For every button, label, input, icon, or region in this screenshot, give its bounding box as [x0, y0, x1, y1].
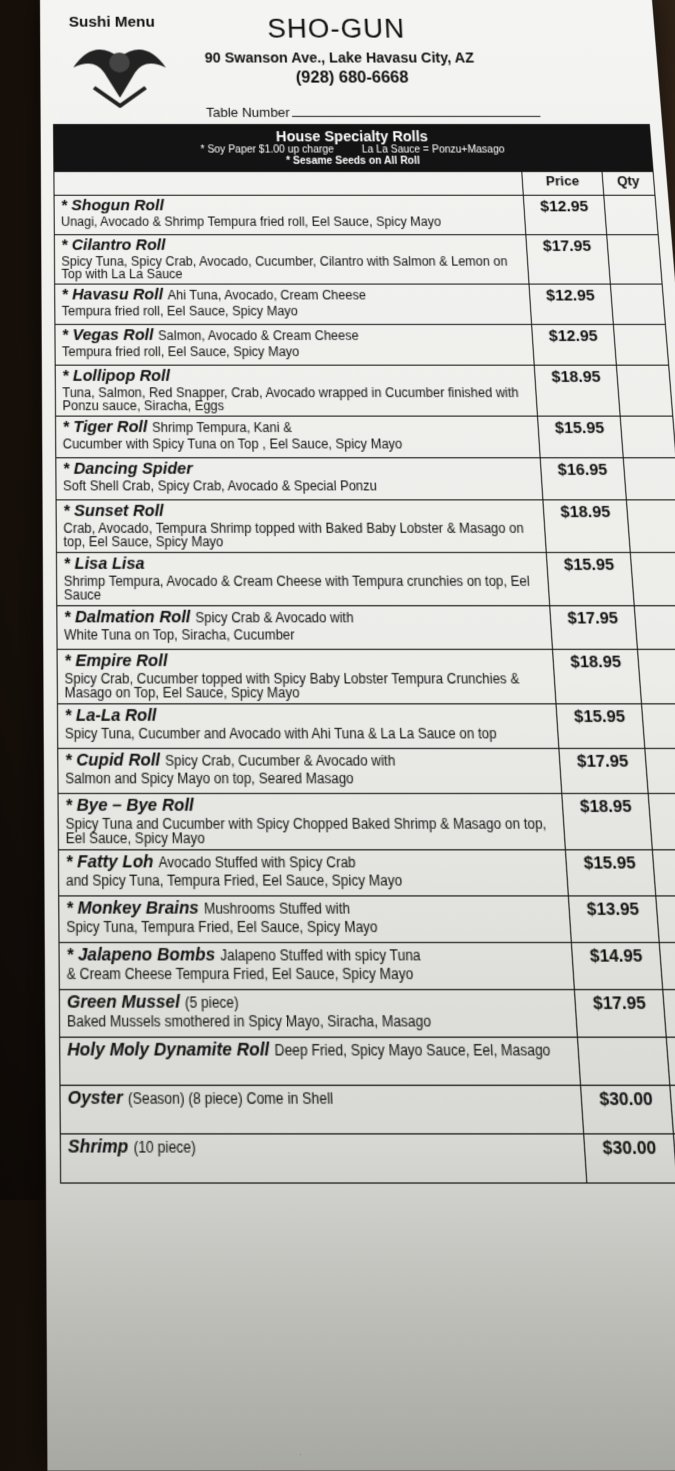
- item-qty-cell[interactable]: [659, 942, 675, 989]
- menu-table-header: [54, 172, 655, 196]
- item-price: $12.95: [532, 324, 617, 365]
- menu-item: [57, 649, 556, 703]
- item-qty-cell[interactable]: [642, 704, 675, 749]
- item-qty-cell[interactable]: [607, 235, 662, 284]
- item-name: * Sunset Roll: [63, 501, 164, 520]
- item-qty-cell[interactable]: [630, 552, 675, 605]
- item-description: Tempura fried roll, Eel Sauce, Spicy Mayo: [62, 305, 525, 318]
- item-qty-cell[interactable]: [610, 284, 665, 324]
- note-soy-paper: * Soy Paper $1.00 up charge: [200, 144, 334, 155]
- menu-item: [58, 748, 562, 793]
- menu-item-row: [58, 850, 675, 896]
- shop-name: SHO-GUN: [267, 14, 406, 45]
- item-name: * Bye – Bye Roll: [65, 795, 194, 815]
- item-qty-cell[interactable]: [616, 365, 672, 416]
- item-price: $17.95: [550, 606, 638, 650]
- menu-table: [53, 171, 675, 1184]
- menu-item: [58, 793, 565, 849]
- item-description: Spicy Tuna, Tempura Fried, Eel Sauce, Spicy Mayo: [66, 919, 563, 934]
- item-name: * Cupid Roll: [65, 750, 160, 770]
- item-price: [577, 1037, 669, 1085]
- item-description: Spicy Tuna, Spicy Crab, Avocado, Cucumber, Cilantro with Salmon & Lemon on Top with La La Sauce: [61, 255, 522, 282]
- menu-item-row: [55, 284, 666, 324]
- menu-item: [59, 989, 577, 1037]
- item-price: $15.95: [537, 416, 623, 458]
- item-price: $18.95: [534, 365, 620, 416]
- item-price: $13.95: [568, 896, 659, 943]
- menu-item-row: [56, 458, 675, 500]
- item-qty-cell[interactable]: [604, 195, 658, 234]
- item-description: Crab, Avocado, Tempura Shrimp topped with Baked Baby Lobster & Masago on top, Eel Sauce, Spicy Mayo: [63, 521, 539, 549]
- item-inline-desc: (10 piece): [133, 1138, 196, 1156]
- item-name: * Jalapeno Bombs: [66, 944, 215, 965]
- menu-item-row: [59, 896, 675, 943]
- item-name: * Vegas Roll: [62, 326, 154, 344]
- item-qty-cell[interactable]: [626, 500, 675, 553]
- item-name: Oyster: [68, 1087, 123, 1109]
- item-qty-cell[interactable]: [645, 748, 675, 793]
- menu-item: [59, 942, 574, 989]
- item-price: $15.95: [565, 850, 655, 896]
- item-description: Shrimp Tempura, Avocado & Cream Cheese with Tempura crunchies on top, Eel Sauce: [64, 574, 543, 603]
- item-inline-desc: Avocado Stuffed with Spicy Crab: [158, 854, 356, 871]
- menu-item-row: [55, 365, 673, 416]
- menu-item: [58, 850, 568, 896]
- menu-item-row: [55, 324, 669, 365]
- menu-item-row: [60, 1134, 675, 1183]
- menu-item: [60, 1037, 581, 1085]
- item-description: White Tuna on Top, Siracha, Cucumber: [64, 628, 545, 642]
- menu-item: [60, 1085, 584, 1134]
- menu-item-row: [59, 942, 675, 989]
- item-price: $17.95: [574, 989, 666, 1037]
- item-description: Salmon and Spicy Mayo on top, Seared Masago: [65, 771, 554, 786]
- section-banner: [53, 124, 653, 171]
- item-qty-cell[interactable]: [620, 416, 675, 458]
- menu-item: [54, 195, 526, 234]
- table-number-field: [206, 105, 541, 120]
- item-price: $30.00: [581, 1085, 674, 1134]
- item-inline-desc: Ahi Tuna, Avocado, Cream Cheese: [168, 288, 367, 303]
- section-title: House Specialty Rolls: [53, 128, 651, 144]
- item-price: $30.00: [584, 1134, 675, 1183]
- item-qty-cell[interactable]: [634, 606, 675, 650]
- item-name: Holy Moly Dynamite Roll: [67, 1039, 270, 1060]
- menu-item-row: [56, 500, 675, 553]
- item-name: * Tiger Roll: [63, 418, 148, 437]
- item-qty-cell[interactable]: [652, 850, 675, 896]
- menu-item-row: [59, 989, 675, 1037]
- item-name: * Dancing Spider: [63, 459, 193, 478]
- item-name: * Havasu Roll: [62, 286, 164, 304]
- item-description: Spicy Crab, Cucumber topped with Spicy Baby Lobster Tempura Crunchies & Masago on Top, Eel Sauce, Spicy Mayo: [64, 672, 548, 701]
- menu-item-row: [54, 235, 662, 284]
- item-inline-desc: Salmon, Avocado & Cream Cheese: [158, 328, 359, 343]
- item-description: Tempura fried roll, Eel Sauce, Spicy Mayo: [62, 345, 527, 359]
- item-name: Green Mussel: [67, 991, 180, 1012]
- section-notes: [53, 144, 652, 155]
- item-name: * La-La Roll: [65, 705, 157, 725]
- item-inline-desc: (5 piece): [185, 994, 239, 1011]
- item-name: * Dalmation Roll: [64, 607, 191, 626]
- item-inline-desc: (Season) (8 piece) Come in Shell: [128, 1090, 334, 1108]
- item-inline-desc: Mushrooms Stuffed with: [204, 900, 351, 917]
- item-qty-cell[interactable]: [613, 324, 668, 365]
- table-number-label: Table Number: [206, 105, 290, 120]
- menu-label: Sushi Menu: [69, 14, 155, 31]
- menu-item-row: [57, 606, 675, 650]
- menu-item: [60, 1134, 587, 1183]
- menu-item-row: [54, 195, 658, 234]
- shop-phone: (928) 680-6668: [296, 70, 410, 88]
- menu-item-row: [58, 793, 675, 849]
- price-header: Price: [522, 172, 604, 196]
- item-description: & Cream Cheese Tempura Fried, Eel Sauce, Spicy Mayo: [67, 966, 567, 982]
- item-price: $18.95: [562, 793, 653, 849]
- item-price: $17.95: [559, 748, 648, 793]
- menu-header: [40, 0, 662, 118]
- menu-item-row: [58, 748, 675, 793]
- item-price: $16.95: [540, 458, 626, 500]
- menu-item-row: [56, 552, 675, 605]
- menu-item: [57, 606, 553, 650]
- menu-item: [55, 324, 534, 365]
- item-price: $18.95: [552, 649, 641, 703]
- menu-item: [56, 458, 543, 500]
- item-price: $12.95: [529, 284, 613, 324]
- item-description: Baked Mussels smothered in Spicy Mayo, Siracha, Masago: [67, 1014, 569, 1030]
- menu-item: [56, 416, 541, 458]
- item-name: * Cilantro Roll: [61, 236, 166, 254]
- item-inline-desc: Deep Fried, Spicy Mayo Sauce, Eel, Masago: [274, 1041, 551, 1059]
- note-lala-sauce: La La Sauce = Ponzu+Masago: [362, 144, 505, 155]
- item-description: Spicy Tuna, Cucumber and Avocado with Ahi Tuna & La La Sauce on top: [65, 726, 551, 741]
- item-description: and Spicy Tuna, Tempura Fried, Eel Sauce, Spicy Mayo: [66, 873, 561, 888]
- item-inline-desc: Jalapeno Stuffed with spicy Tuna: [220, 947, 421, 964]
- item-price: $14.95: [571, 942, 662, 989]
- menu-item: [55, 284, 532, 324]
- item-description: Soft Shell Crab, Spicy Crab, Avocado & Special Ponzu: [63, 479, 535, 493]
- item-name: * Shogun Roll: [61, 197, 164, 215]
- item-inline-desc: Shrimp Tempura, Kani &: [152, 420, 292, 435]
- menu-item: [56, 500, 546, 553]
- table-number-line: [292, 116, 540, 117]
- menu-item: [55, 365, 537, 416]
- item-qty-cell[interactable]: [656, 896, 675, 943]
- header-blank: [54, 172, 523, 196]
- item-name: * Lollipop Roll: [62, 367, 170, 385]
- menu-item-row: [57, 649, 675, 703]
- item-price: $15.95: [546, 552, 634, 605]
- item-inline-desc: Spicy Crab, Cucumber & Avocado with: [165, 752, 396, 769]
- item-name: * Monkey Brains: [66, 898, 199, 919]
- item-name: * Empire Roll: [64, 651, 167, 671]
- item-description: Spicy Tuna and Cucumber with Spicy Chopped Baked Shrimp & Masago on top, Eel Sauce, Spicy Mayo: [65, 816, 557, 846]
- item-description: Unagi, Avocado & Shrimp Tempura fried roll, Eel Sauce, Spicy Mayo: [61, 215, 519, 228]
- item-name: * Lisa Lisa: [64, 554, 145, 573]
- menu-item-row: [60, 1037, 675, 1085]
- item-qty-cell[interactable]: [637, 649, 675, 703]
- menu-item-row: [60, 1085, 675, 1134]
- item-qty-cell[interactable]: [623, 458, 675, 500]
- item-inline-desc: Spicy Crab & Avocado with: [195, 610, 354, 626]
- item-description: Cucumber with Spicy Tuna on Top , Eel Sauce, Spicy Mayo: [63, 437, 533, 451]
- menu-item-row: [56, 416, 675, 458]
- item-description: Tuna, Salmon, Red Snapper, Crab, Avocado wrapped in Cucumber finished with Ponzu sauce, Siracha, Eggs: [62, 386, 530, 413]
- item-price: $12.95: [523, 195, 606, 234]
- menu-item: [59, 896, 572, 943]
- qty-header: Qty: [602, 172, 655, 196]
- item-qty-cell[interactable]: [648, 793, 675, 849]
- menu-item: [57, 704, 558, 749]
- shop-address: 90 Swanson Ave., Lake Havasu City, AZ: [204, 50, 474, 66]
- item-price: $18.95: [543, 500, 630, 553]
- menu-item: [56, 552, 549, 605]
- samurai-logo-icon: [63, 28, 177, 108]
- item-name: * Fatty Loh: [66, 852, 154, 873]
- menu-item: [54, 235, 529, 284]
- menu-sheet: [40, 0, 675, 1471]
- item-price: $17.95: [526, 235, 611, 284]
- menu-item-row: [57, 704, 675, 749]
- item-price: $15.95: [556, 704, 645, 749]
- note-sesame: * Sesame Seeds on All Roll: [53, 156, 653, 167]
- item-name: Shrimp: [68, 1136, 129, 1158]
